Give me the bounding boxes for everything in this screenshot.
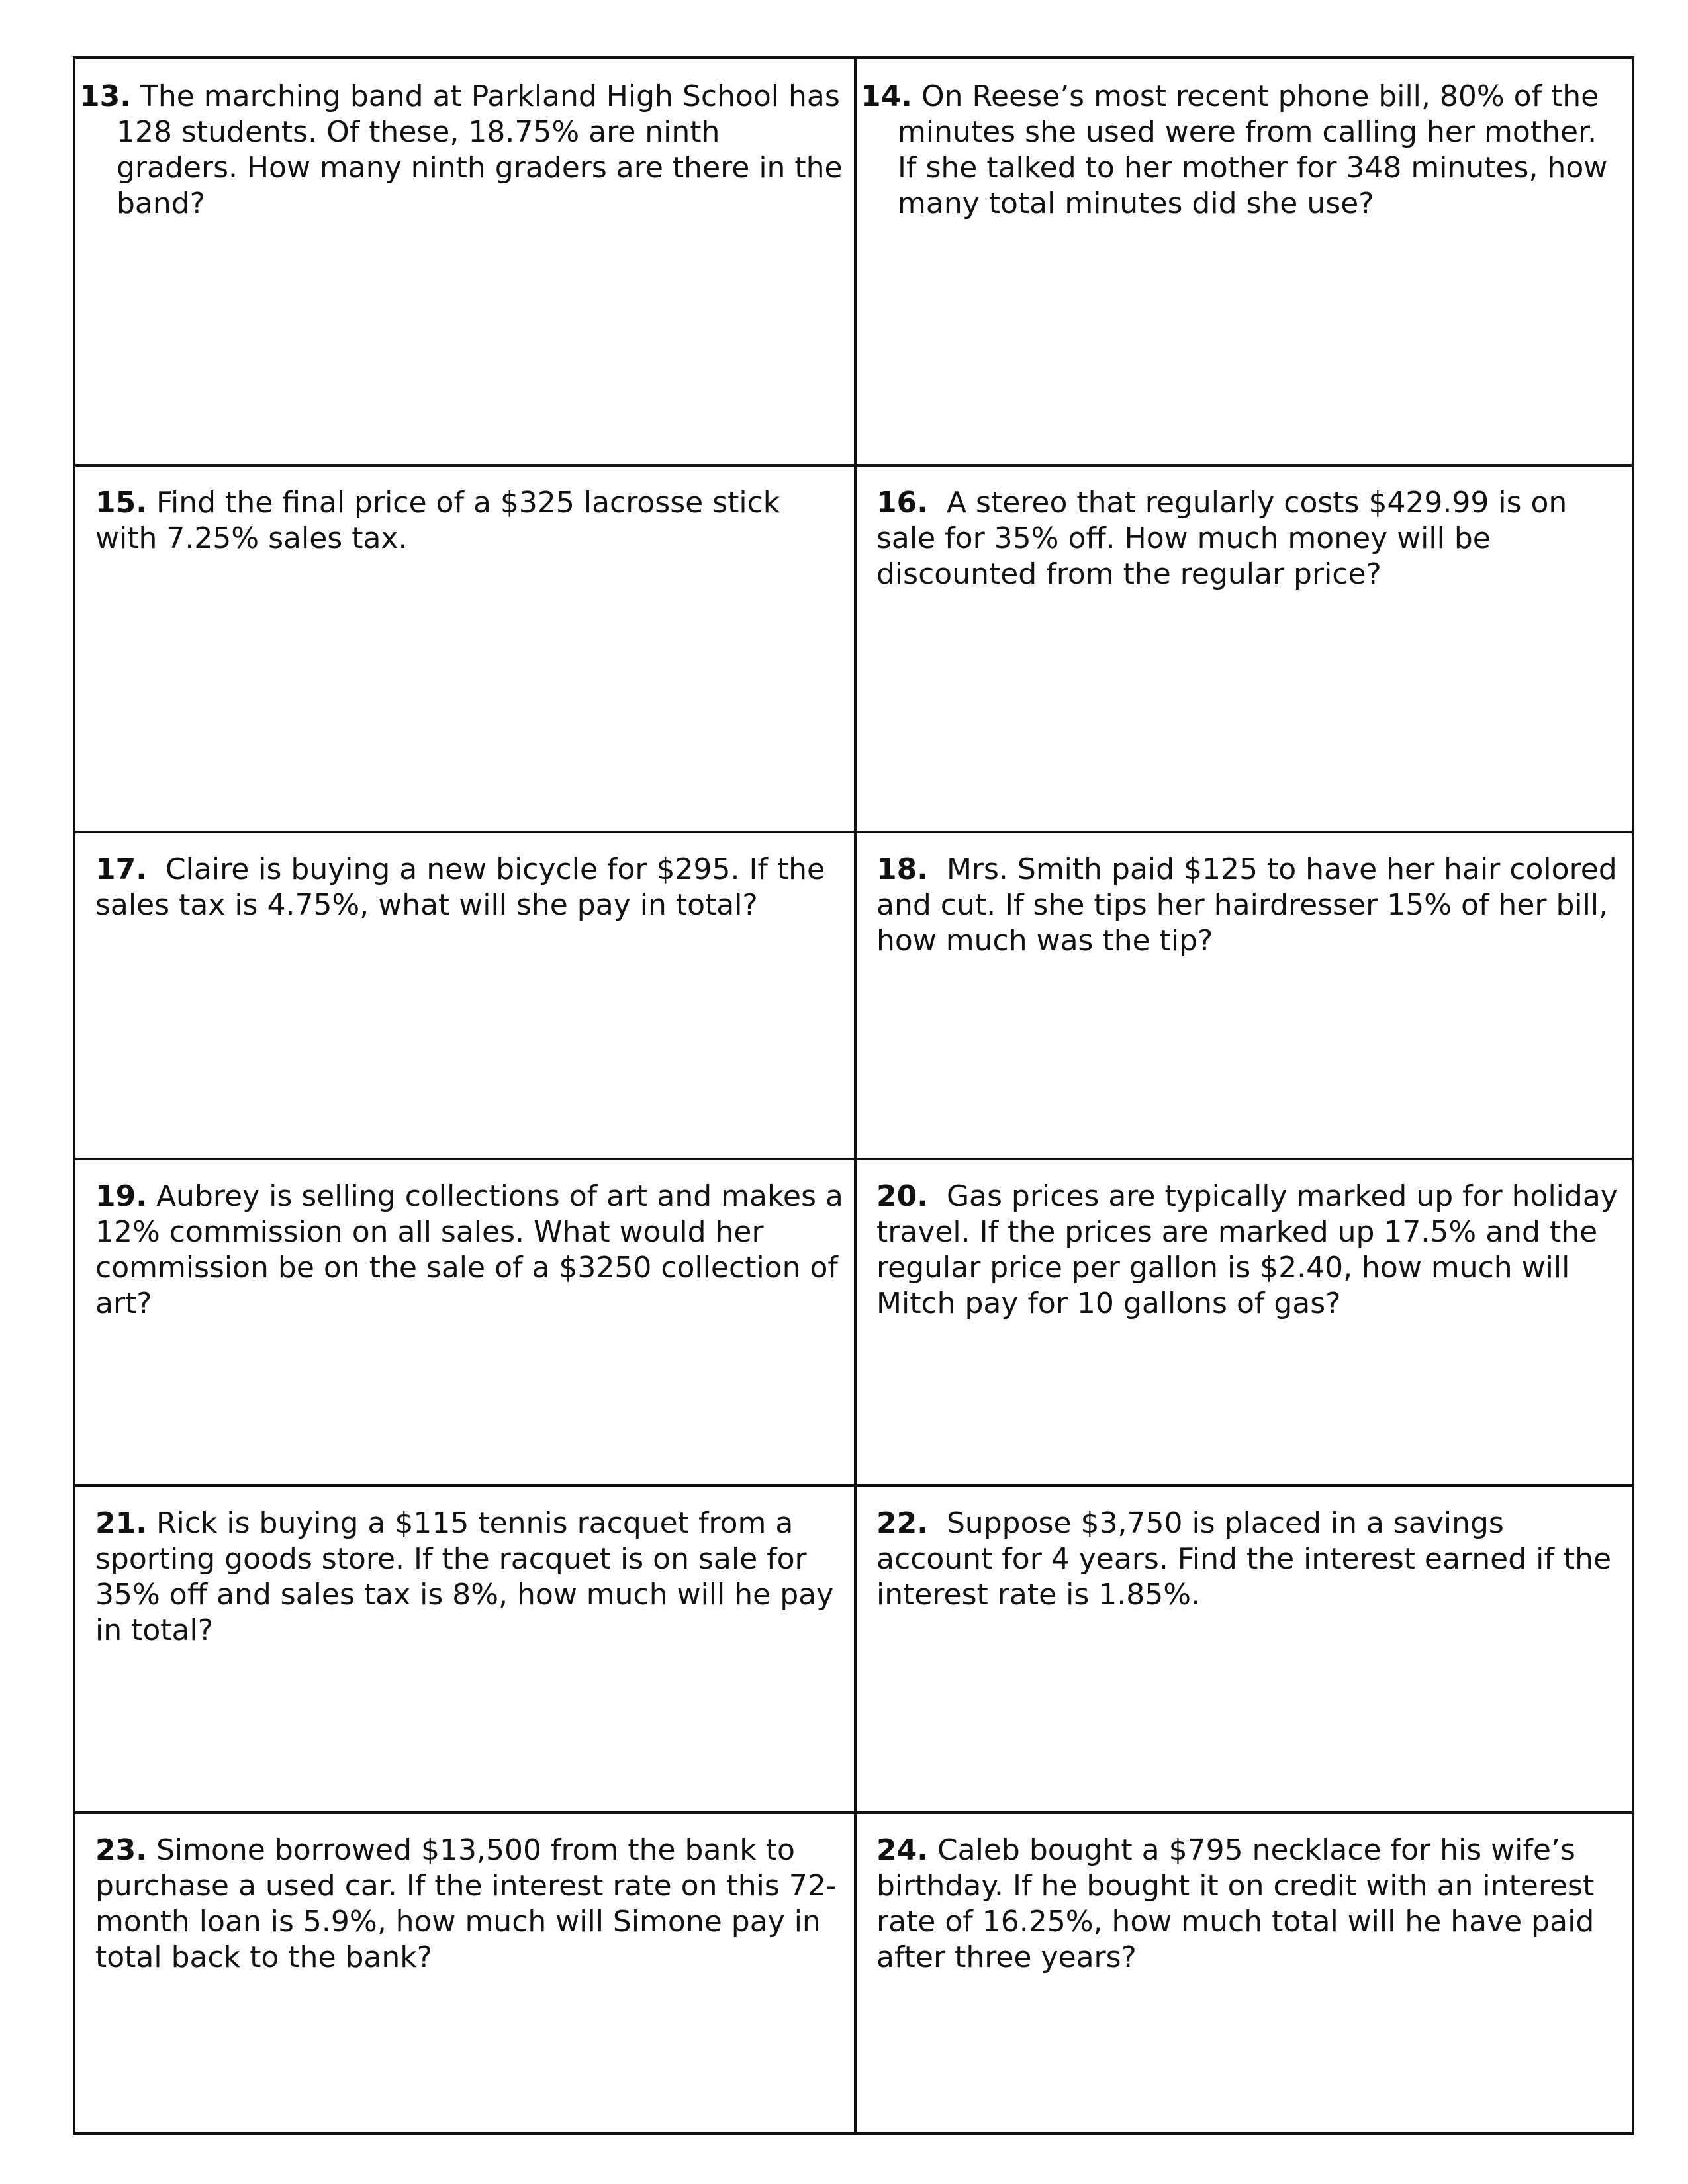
problem-cell-23 [75, 1814, 857, 2132]
problem-text [876, 1179, 1621, 1322]
problem-cell-18 [857, 833, 1632, 1160]
problem-body: Aubrey is selling collections of art and makes a 12% commission on all sales. What would her commission be on the sale of a $3250 collection of art? [95, 1179, 843, 1320]
problem-number: 15. [95, 486, 147, 520]
problem-cell-17 [75, 833, 857, 1160]
problem-cell-21 [75, 1487, 857, 1814]
problem-number: 16. [876, 486, 928, 520]
problem-number: 13. [79, 79, 131, 113]
problem-number: 19. [95, 1179, 147, 1213]
problem-cell-16 [857, 467, 1632, 833]
problem-grid [73, 56, 1634, 2135]
problem-cell-19 [75, 1160, 857, 1487]
problem-body: Simone borrowed $13,500 from the bank to purchase a used car. If the interest rate on this 72-month loan is 5.9%, how much will Simone pay in total back to the bank? [95, 1833, 837, 1974]
problem-cell-22 [857, 1487, 1632, 1814]
problem-number: 17. [95, 852, 147, 886]
problem-number: 24. [876, 1833, 928, 1867]
problem-body: A stereo that regularly costs $429.99 is on sale for 35% off. How much money will be discounted from the regular price? [876, 486, 1568, 591]
problem-text [79, 79, 843, 222]
problem-text [861, 79, 1621, 222]
problem-text [876, 1506, 1621, 1613]
problem-number: 14. [861, 79, 912, 113]
problem-body: On Reese’s most recent phone bill, 80% of the minutes she used were from calling her mother. If she talked to her mother for 348 minutes, how many total minutes did she use? [898, 79, 1608, 220]
problem-cell-24 [857, 1814, 1632, 2132]
problem-number: 23. [95, 1833, 147, 1867]
problem-text [95, 1179, 843, 1322]
problem-text [876, 1833, 1621, 1976]
problem-cell-13 [75, 59, 857, 467]
problem-text [95, 852, 843, 923]
problem-number: 21. [95, 1506, 147, 1540]
problem-body: Rick is buying a $115 tennis racquet from a sporting goods store. If the racquet is on sale for 35% off and sales tax is 8%, how much will he pay in total? [95, 1506, 834, 1647]
problem-body: Mrs. Smith paid $125 to have her hair colored and cut. If she tips her hairdresser 15% of her bill, how much was the tip? [876, 852, 1617, 958]
problem-body: Caleb bought a $795 necklace for his wife’s birthday. If he bought it on credit with an interest rate of 16.25%, how much total will he have paid after three years? [876, 1833, 1595, 1974]
problem-cell-20 [857, 1160, 1632, 1487]
problem-body: Claire is buying a new bicycle for $295. If the sales tax is 4.75%, what will she pay in total? [95, 852, 825, 922]
problem-number: 20. [876, 1179, 928, 1213]
problem-text [876, 485, 1621, 592]
problem-text [95, 1833, 843, 1976]
problem-cell-14 [857, 59, 1632, 467]
problem-text [876, 852, 1621, 959]
problem-text [95, 485, 843, 557]
problem-body: Find the final price of a $325 lacrosse stick with 7.25% sales tax. [95, 486, 780, 555]
problem-body: The marching band at Parkland High School has 128 students. Of these, 18.75% are ninth graders. How many ninth graders are there in the band? [117, 79, 843, 220]
problem-body: Gas prices are typically marked up for holiday travel. If the prices are marked up 17.5% and the regular price per gallon is $2.40, how much will Mitch pay for 10 gallons of gas? [876, 1179, 1618, 1320]
problem-number: 18. [876, 852, 928, 886]
problem-cell-15 [75, 467, 857, 833]
problem-number: 22. [876, 1506, 928, 1540]
problem-text [95, 1506, 843, 1649]
problem-body: Suppose $3,750 is placed in a savings account for 4 years. Find the interest earned if the interest rate is 1.85%. [876, 1506, 1612, 1612]
